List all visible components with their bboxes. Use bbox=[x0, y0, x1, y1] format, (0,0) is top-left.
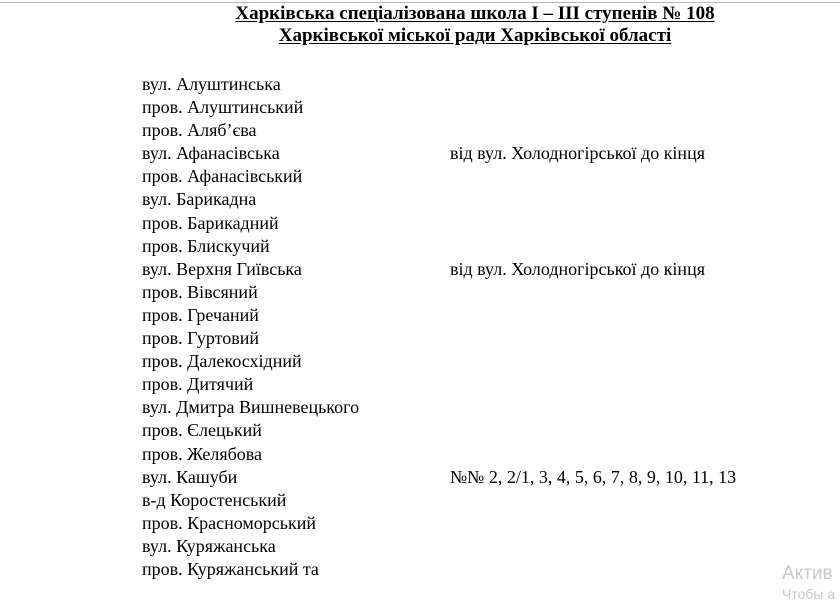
school-name-title: Харківська спеціалізована школа І – ІІІ ступенів № 108 bbox=[235, 3, 715, 24]
street-name: пров. Єлецький bbox=[142, 420, 262, 441]
street-row bbox=[142, 281, 822, 304]
street-range: від вул. Холодногірської до кінця bbox=[450, 143, 705, 164]
street-row bbox=[142, 96, 822, 119]
street-row bbox=[142, 443, 822, 466]
street-name: в-д Коростенський bbox=[142, 489, 287, 510]
street-name: вул. Афанасівська bbox=[142, 143, 280, 164]
street-list bbox=[142, 73, 822, 581]
street-name: пров. Вівсяний bbox=[142, 281, 258, 302]
street-name: вул. Дмитра Вишневецького bbox=[142, 397, 360, 418]
street-row bbox=[142, 119, 822, 142]
street-range: №№ 2, 2/1, 3, 4, 5, 6, 7, 8, 9, 10, 11, 13 bbox=[450, 466, 737, 487]
street-row bbox=[142, 373, 822, 396]
street-row bbox=[142, 188, 822, 211]
street-name: вул. Кашуби bbox=[142, 466, 238, 487]
street-name: пров. Гречаний bbox=[142, 304, 259, 325]
street-row bbox=[142, 235, 822, 258]
street-row bbox=[142, 466, 822, 489]
street-name: пров. Дитячий bbox=[142, 374, 254, 395]
street-name: вул. Верхня Гиївська bbox=[142, 258, 302, 279]
street-row bbox=[142, 350, 822, 373]
windows-activation-watermark bbox=[782, 563, 835, 603]
street-name: пров. Блискучий bbox=[142, 235, 270, 256]
street-row bbox=[142, 535, 822, 558]
street-name: пров. Алуштинський bbox=[142, 97, 304, 118]
street-row bbox=[142, 304, 822, 327]
street-name: пров. Гуртовий bbox=[142, 328, 260, 349]
city-council-title: Харківської міської ради Харківської області bbox=[278, 25, 672, 46]
street-row bbox=[142, 212, 822, 235]
street-name: пров. Красноморський bbox=[142, 512, 317, 533]
street-row bbox=[142, 73, 822, 96]
street-name: пров. Аляб’єва bbox=[142, 120, 257, 141]
street-row bbox=[142, 165, 822, 188]
street-name: пров. Куряжанський та bbox=[142, 558, 319, 579]
street-name: пров. Далекосхідний bbox=[142, 351, 302, 372]
document-header bbox=[120, 3, 830, 47]
street-name: пров. Барикадний bbox=[142, 212, 279, 233]
street-name: пров. Желябова bbox=[142, 443, 263, 464]
street-row bbox=[142, 142, 822, 165]
street-row bbox=[142, 558, 822, 581]
watermark-line-1: Актив bbox=[782, 563, 833, 584]
street-row bbox=[142, 258, 822, 281]
street-row bbox=[142, 327, 822, 350]
street-row bbox=[142, 396, 822, 419]
street-row bbox=[142, 489, 822, 512]
street-name: пров. Афанасівський bbox=[142, 166, 303, 187]
street-name: вул. Барикадна bbox=[142, 189, 257, 210]
watermark-line-2: Чтобы а bbox=[782, 586, 836, 602]
street-range: від вул. Холодногірської до кінця bbox=[450, 258, 705, 279]
street-row bbox=[142, 419, 822, 442]
street-name: вул. Куряжанська bbox=[142, 535, 276, 556]
street-name: вул. Алуштинська bbox=[142, 74, 281, 94]
street-row bbox=[142, 512, 822, 535]
